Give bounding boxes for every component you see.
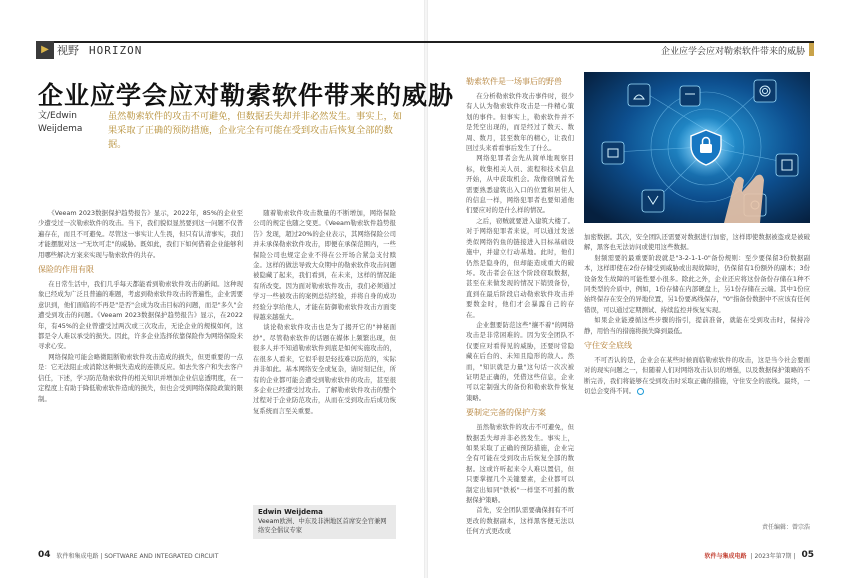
subheading: 勒索软件是一场事后的野兽 bbox=[466, 77, 562, 86]
author-byline bbox=[38, 110, 100, 136]
bio-name: Edwin Weijdema bbox=[258, 508, 323, 516]
play-icon: ▶ bbox=[36, 41, 54, 59]
page-number-right: 05 bbox=[801, 550, 814, 560]
paragraph: 加密数据。其次，安全团队还需要对数据进行加密，这样即使数据被盗或是被破解，黑客也无法访问或使用这些数据。 bbox=[584, 233, 810, 252]
footer-left bbox=[38, 550, 218, 560]
paragraph bbox=[584, 355, 810, 397]
paragraph: 在日常生活中，我们几乎每天都能看到勒索软件攻击的新闻。这种现象已经成为广泛且普遍的难题，考虑到勒索软件攻击的普遍性，企业需要意识到，他们面临的不再是"是否"会成为攻击目标的问题，而是"多久"会遭受到攻击的问题。《Veeam 2023数据保护趋势报告》显示，在2022年，有45%的企业曾遭受过两次或三次攻击，无论企业的规模如何，这都是令人难以承受的损失。因此，许多企业选择依靠保险作为网络保险来寻求心安。 bbox=[38, 280, 243, 351]
article-title: 企业应学会应对勒索软件带来的威胁 bbox=[38, 81, 455, 110]
paragraph: 虽然勒索软件的攻击不可避免，但数据丢失却并非必然发生。事实上，如果采取了正确的预防措施，企业完全有可能在受到攻击后恢复全部的数据。这或许听起来令人难以置信，但只要掌握几个关键要素，企业都可以制定出如同"铁板"一样坚不可摧的数据保护策略。 bbox=[466, 423, 574, 505]
editor-credit: 责任编辑：曾宗浩 bbox=[761, 524, 810, 531]
magazine-name: HORIZON bbox=[89, 43, 143, 57]
subheading: 保险的作用有限 bbox=[38, 265, 94, 275]
subheading: 守住安全底线 bbox=[584, 341, 632, 351]
paragraph: 首先，安全团队需要确保拥有不可更改的数据副本，这样黑客便无法以任何方式更改或 bbox=[466, 506, 574, 536]
body-column-3 bbox=[466, 76, 574, 542]
bio-text: Veeam欧洲、中东及非洲地区首席安全官兼网络安全倡议专家 bbox=[258, 518, 387, 534]
paragraph: 如果企业能遵循这些步骤的指引，提前准备，就能在受到攻击时，保持冷静，用恰当的措施将损失降到最低。 bbox=[584, 316, 810, 335]
header-rule bbox=[36, 41, 814, 43]
paragraph: 企业想要防范这些"攘不着"的网络攻击是非常困难的。因为安全团队不仅要应对看得见的威胁，还要时常隐藏在后台的、未知且隐形的敌人。然而，"知识就是力量"这句话一次次被证明是正确的，凭借这些信息，企业可以定制强大的备份和勒索软件恢复策略。 bbox=[466, 320, 574, 402]
body-column-2 bbox=[253, 208, 396, 502]
running-title: 企业应学会应对勒索软件带来的威胁 bbox=[660, 47, 805, 57]
page-number-left: 04 bbox=[38, 550, 51, 560]
paragraph: 网络犯罪者会先从简单地观察目标，收集相关人员、流程和技术信息开始，从中获取机会。敌像窃贼首先需要熟悉建筑出入口的位置和居住人的信息一样，网络犯罪者也要知道他们要应对的是什么样的情况。 bbox=[466, 154, 574, 215]
footer-logo: 软件与集成电路 bbox=[704, 552, 747, 560]
header-accent-bar bbox=[809, 43, 814, 56]
paragraph: 《Veeam 2023数据保护趋势报告》显示，2022年，85%的企业至少遭受过一次勒索软件的攻击。当下，我们貌似显然要到这一问题不仅普遍存在，而且不可避免。尽管这一事实让人生畏，但只有认清事实，我们才能摆脱对这一"无坎可走"的威胁。既如此，我们下如何借着企业能够利用哪些解决方案来实现与勒索软件的共存。 bbox=[38, 209, 243, 259]
end-mark-icon bbox=[637, 388, 644, 395]
subheading: 要制定完备的保护方案 bbox=[466, 408, 546, 418]
author-bio-box bbox=[253, 505, 396, 539]
paragraph: 射频需要的最重要阶段就是"3-2-1-1-0"备份规则：至少要保留3份数据副本，这样即使在2份存储受到威胁或出现故障时，仍保留有1份额外的副本；3份设备发生故障的可能性要小很多。除此之外，企业还应将这份备份存储在1种不同类型的介质中，例如，1份存储在内部硬盘上，另1份存储在云端。其中1份应始终保存在安全的异地位置，另1份要离线保存，"0"指备份数据中不应该有任何错误，可以通过定期测试、持续监控并恢复实现。 bbox=[584, 253, 810, 314]
section-name: 视野 bbox=[57, 44, 79, 57]
paragraph-text: 不可否认的是，企业会在某些时候面临勒索软件的攻击，这是当今社会要面对的现实问题之一，但随着人们对网络攻击认识的增强，以及数据保护策略的不断完善，我们将能够在受到攻击时采取正确的措施，守住安全的底线。最终，一切总会变得不同。 bbox=[584, 356, 810, 396]
paragraph: 网络保险可能会略微阻断勒索软件攻击造成的损失，但更重要的一点是：它无法阻止或消除这种损失造成的连锁反应。如去失客户和失去客户信任，下述，学习防范勒索软件的相关知识并增加企业信息透明度，在一定程度上有助于降低勒索软件造成的损失，但也会受到网络保险政策的限制。 bbox=[38, 352, 243, 403]
hero-image-cybersecurity bbox=[584, 72, 810, 223]
paragraph: 谈论勒索软件攻击也是为了揭开它的"神秘面纱"。尽管勒索软件的话题在媒体上频繁出现，但很多人并不知道勒索软件到底是如何实施攻击的，在很多人看来，它似乎很是轻技难以防范的，实际并非如此。基本网络安全或复杂，请时刻记住，所有的企业都可能会遭受到勒索软件的攻击，甚至很多企业已经遭受过攻击。了解勒索软件攻击的整个过程对于企业防范攻击，从而在受到攻击后成功恢复系统而言至关重要。 bbox=[253, 323, 396, 415]
footer-publication: 软件和集成电路 | SOFTWARE AND INTEGRATED CIRCUIT bbox=[56, 552, 219, 560]
article-lede: 虽然勒索软件的攻击不可避免，但数据丢失却并非必然发生。事实上，如果采取了正确的预防措施，企业完全有可能在受到攻击后恢复全部的数据。 bbox=[108, 111, 402, 150]
fingerprint-icon bbox=[754, 80, 776, 102]
section-tag bbox=[36, 41, 142, 59]
paragraph: 随着勒索软件攻击数量的不断增加，网络保险公司的规定也随之变更。《Veeam勒索软件趋势报告》发现，超过20%的企业表示，其网络保险公司并未承保勒索软件攻击，即便在承保范围内，一些保险公司也规定企业不得在公开场合紧急支付赎金。这样的做法导致大众期中的勒索软件攻击问题被隐藏了起来，我们看到，在未来，这样的情况能有所改变。因为面对勒索软件攻击，我们必须通过学习一些被攻击的案例总结经验，并将自身的成功经验分享给他人，才能在防御勒索软件攻击方面变得越来越强大。 bbox=[253, 209, 396, 322]
cybersecurity-illustration bbox=[584, 72, 810, 223]
paragraph: 之后，窃贼就要进入建筑大楼了。对于网络犯罪者来说，可以通过发送类似网络钓鱼的链接进入目标基础设施中，并建立行动基地。此时，他们仍然是隐身的，但却能造成重大的破坏。攻击者会在这个阶段窃取数据，甚至在来做发现的情况下销毁备份，直到在最后阶段启动勒索软件攻击并要数金时，他们才会暴露自己的存在。 bbox=[466, 216, 574, 319]
body-column-1 bbox=[38, 208, 243, 540]
footer-issue: | 2023年第7期 | bbox=[750, 552, 796, 560]
author-line-1: 文/Edwin bbox=[38, 111, 77, 121]
paragraph: 在分析勒索软件攻击事件时，很少有人认为勒索软件攻击是一件精心策划的事件。但事实上，勒索软件并不是凭空出现的，而是经过了数天、数周、数月，甚至数年的精心，让我们回过头来看看事后发生了什么。 bbox=[466, 92, 574, 153]
footer-right bbox=[705, 550, 815, 560]
body-column-4 bbox=[584, 232, 810, 516]
author-line-2: Weijdema bbox=[38, 124, 83, 134]
